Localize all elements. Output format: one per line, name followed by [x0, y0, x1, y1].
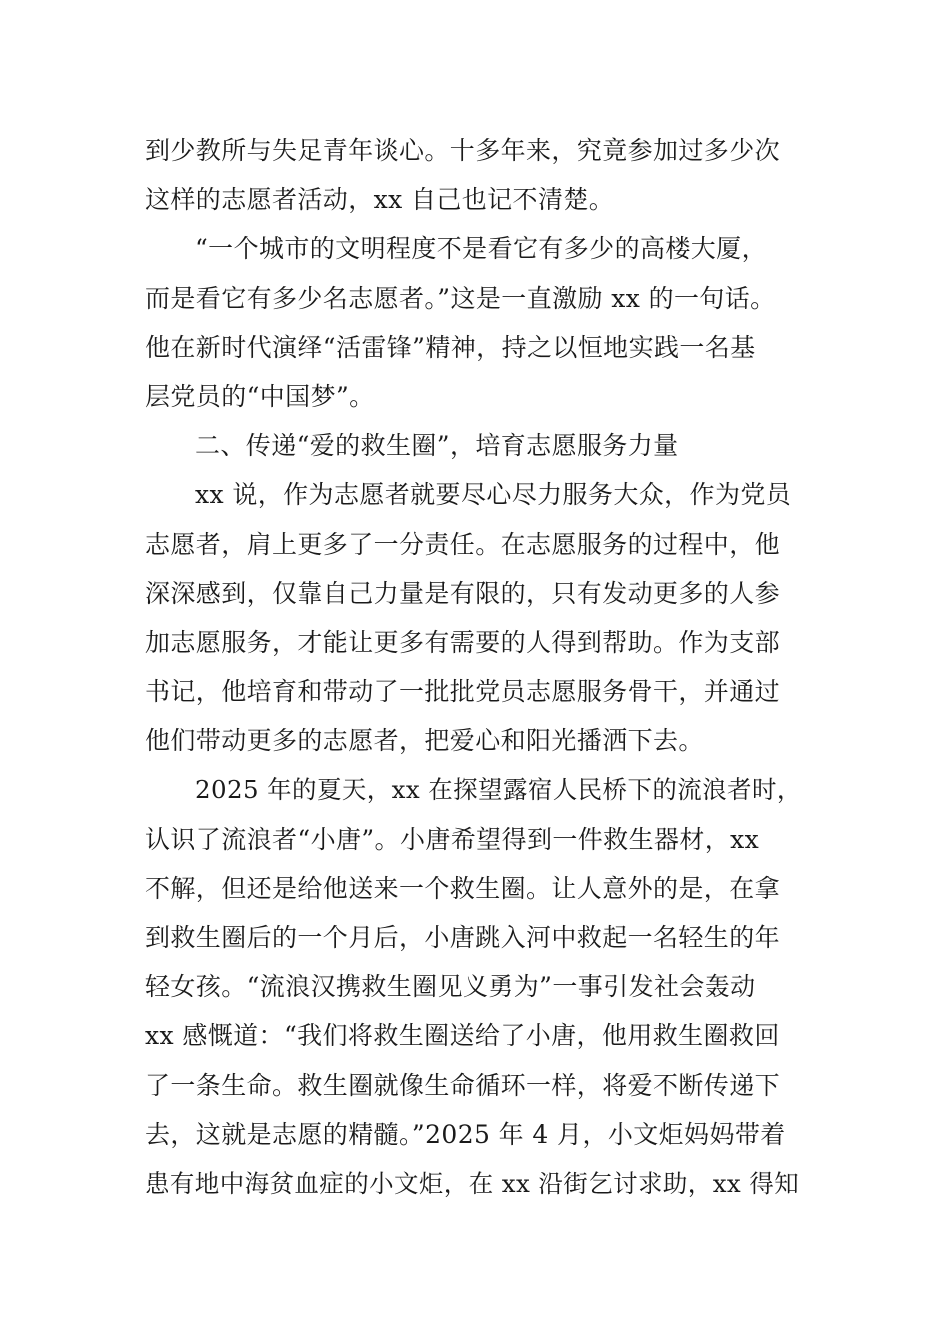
text-line: 加志愿服务，才能让更多有需要的人得到帮助。作为支部 [145, 627, 781, 657]
text-line: 而是看它有多少名志愿者。”这是一直激励 xx 的一句话。 [145, 283, 776, 313]
text-line: 层党员的“中国梦”。 [145, 381, 375, 411]
document-page [145, 126, 810, 1208]
text-line: 书记，他培育和带动了一批批党员志愿服务骨干，并通过 [145, 677, 781, 707]
text-line: 了一条生命。救生圈就像生命循环一样，将爱不断传递下 [145, 1070, 781, 1100]
text-line: 认识了流浪者“小唐”。小唐希望得到一件救生器材，xx [145, 824, 760, 854]
text-line: 志愿者，肩上更多了一分责任。在志愿服务的过程中，他 [145, 529, 781, 559]
text-line: 去，这就是志愿的精髓。”2025 年 4 月，小文炬妈妈带着 [145, 1119, 786, 1149]
text-line: 这样的志愿者活动，xx 自己也记不清楚。 [145, 185, 615, 215]
text-line: 轻女孩。“流浪汉携救生圈见义勇为”一事引发社会轰动 [145, 972, 756, 1002]
text-line: xx 说，作为志愿者就要尽心尽力服务大众，作为党员 [195, 480, 792, 510]
text-line: 深深感到，仅靠自己力量是有限的，只有发动更多的人参 [145, 578, 781, 608]
text-line: 2025 年的夏天，xx 在探望露宿人民桥下的流浪者时， [195, 775, 802, 805]
text-line: “一个城市的文明程度不是看它有多少的高楼大厦， [195, 234, 767, 264]
text-line: 到少教所与失足青年谈心。十多年来，究竟参加过多少次 [145, 136, 781, 165]
text-line: 他们带动更多的志愿者，把爱心和阳光播洒下去。 [145, 726, 704, 756]
text-line: xx 感慨道：“我们将救生圈送给了小唐，他用救生圈救回 [145, 1021, 780, 1051]
text-line: 二、传递“爱的救生圈”，培育志愿服务力量 [195, 431, 679, 461]
text-line: 不解，但还是给他送来一个救生圈。让人意外的是，在拿 [145, 873, 781, 903]
text-line: 他在新时代演绎“活雷锋”精神，持之以恒地实践一名基 [145, 332, 756, 362]
text-line: 患有地中海贫血症的小文炬，在 xx 沿街乞讨求助，xx 得知 [145, 1168, 800, 1198]
text-line: 到救生圈后的一个月后，小唐跳入河中救起一名轻生的年 [145, 923, 781, 952]
